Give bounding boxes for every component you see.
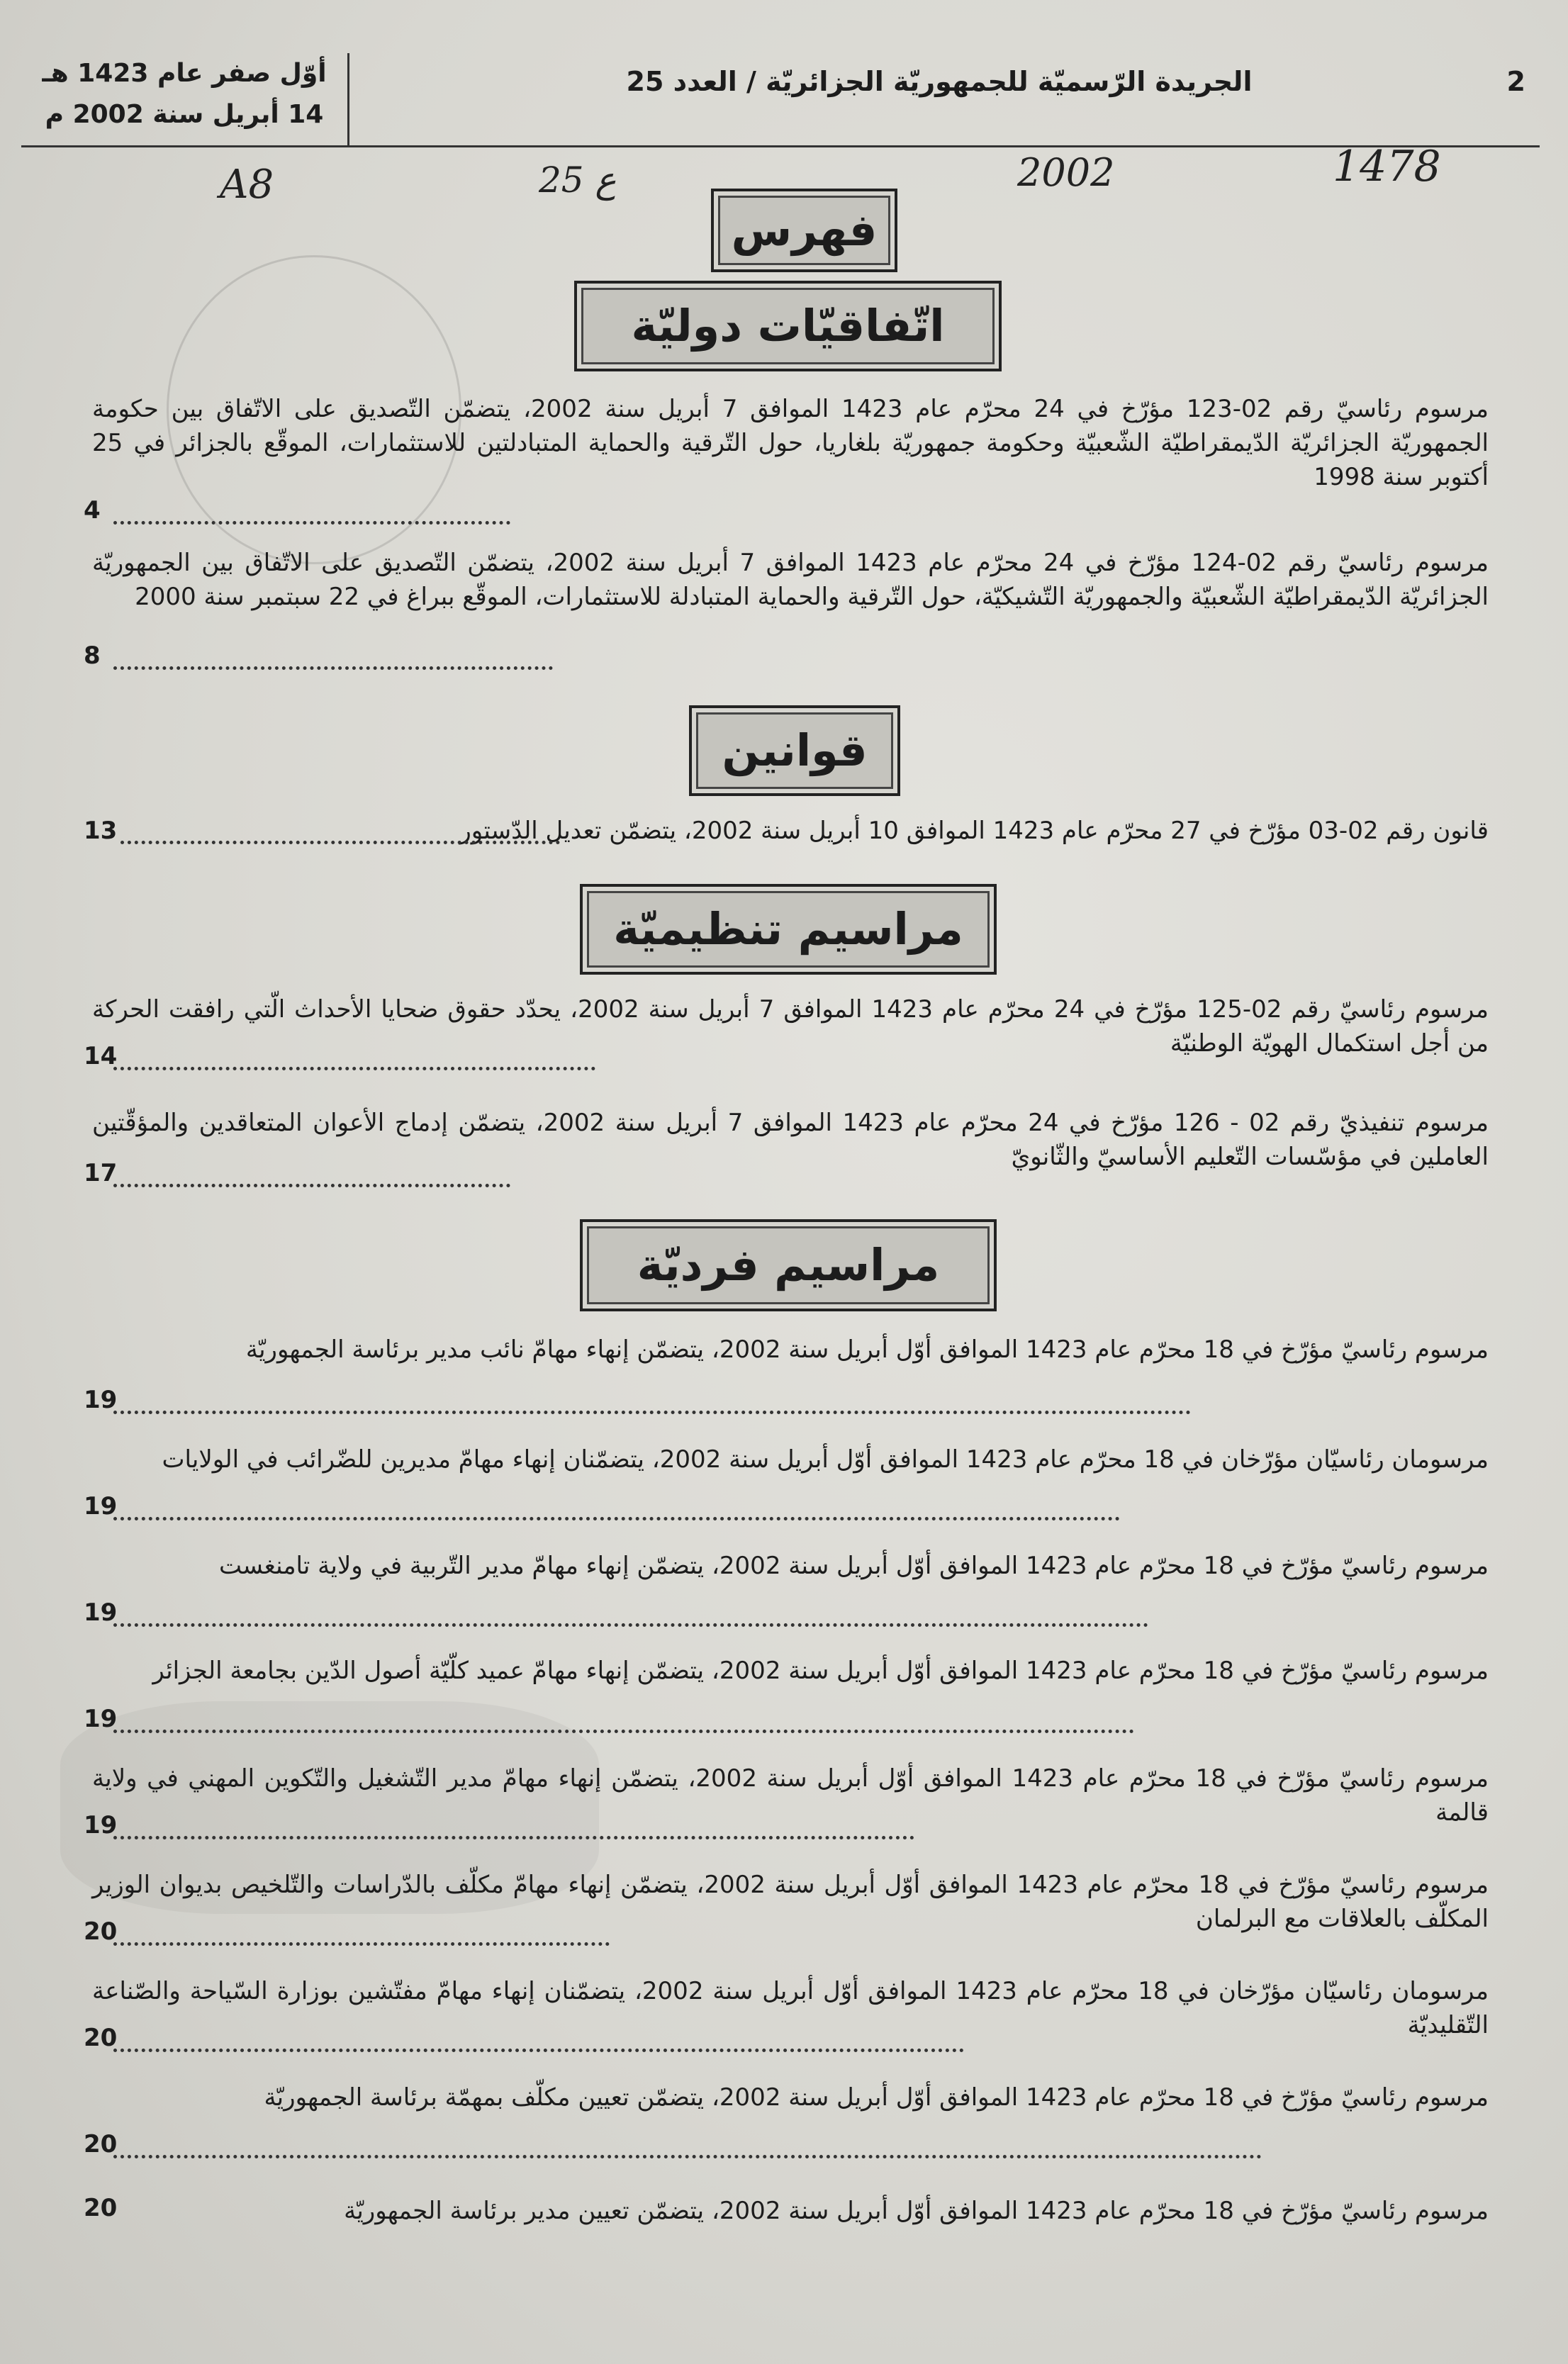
toc-entry[interactable]: مرسوم رئاسيّ مؤرّخ في 18 محرّم عام 1423 الموافق أوّل أبريل سنة 2002، يتضمّن إنهاء مهامّ مدير التّربية في ولاية تامنغست <box>218 1552 1489 1580</box>
section-individual-decrees: مراسيم فرديّة <box>580 1219 997 1311</box>
toc-page-number: 8 <box>84 642 101 670</box>
page-header <box>21 39 1540 147</box>
section-laws: قوانين <box>689 705 900 796</box>
leader-dots <box>113 1623 1148 1627</box>
leader-dots <box>113 1517 1120 1520</box>
leader-dots <box>113 1184 510 1187</box>
toc-page-number: 19 <box>84 1811 118 1839</box>
toc-entry[interactable]: قانون رقم 02-03 مؤرّخ في 27 محرّم عام 1423 الموافق 10 أبريل سنة 2002، يتضمّن تعديل الدّستور <box>459 817 1489 845</box>
toc-entry[interactable]: مرسوم رئاسيّ مؤرّخ في 18 محرّم عام 1423 الموافق أوّل أبريل سنة 2002، يتضمّن تعيين مدير برئاسة الجمهوريّة <box>344 2197 1489 2225</box>
toc-entry[interactable]: مرسومان رئاسيّان مؤرّخان في 18 محرّم عام 1423 الموافق أوّل أبريل سنة 2002، يتضمّنان إنهاء مهامّ مديرين للضّرائب في الولايات <box>162 1445 1489 1474</box>
toc-entry[interactable]: مرسوم رئاسيّ مؤرّخ في 18 محرّم عام 1423 الموافق أوّل أبريل سنة 2002، يتضمّن إنهاء مهامّ مدير التّشغيل والتّكوين المهني في ولاية قالمة <box>92 1764 1489 1827</box>
gregorian-date: 14 أبريل سنة 2002 م <box>45 100 324 129</box>
toc-page-number: 4 <box>84 496 101 525</box>
toc-entry[interactable]: مرسوم رئاسيّ رقم 02-124 مؤرّخ في 24 محرّم عام 1423 الموافق 7 أبريل سنة 2002، يتضمّن التّصديق على الاتّفاق بين الجمهوريّة الجزائريّة الدّيمقراطيّة الشّعبيّة والجمهوريّة التّشيكيّة، حول التّرقية والحماية المتبادلة للاستثمارات، الموقّع ببراغ في 22 سبتمبر سنة 2000 <box>92 549 1489 611</box>
section-index-title: فهرس <box>711 189 897 272</box>
section-international-agreements: اتّفاقيّات دوليّة <box>574 281 1002 371</box>
toc-entry[interactable]: مرسوم رئاسيّ رقم 02-125 مؤرّخ في 24 محرّم عام 1423 الموافق 7 أبريل سنة 2002، يحدّد حقوق ضحايا الأحداث الّتي رافقت الحركة من أجل استكمال الهويّة الوطنيّة <box>92 995 1489 1058</box>
leader-dots <box>113 521 510 525</box>
toc-entry[interactable]: مرسوم تنفيذيّ رقم 02 - 126 مؤرّخ في 24 محرّم عام 1423 الموافق 7 أبريل سنة 2002، يتضمّن إدماج الأعوان المتعاقدين والمؤقّتين العاملين في مؤسّسات التّعليم الأساسيّ والثّانويّ <box>92 1109 1489 1171</box>
leader-dots <box>113 2155 1262 2158</box>
toc-page-number: 20 <box>84 2194 118 2222</box>
toc-entry[interactable]: مرسوم رئاسيّ مؤرّخ في 18 محرّم عام 1423 الموافق أوّل أبريل سنة 2002، يتضمّن إنهاء مهامّ مكلّف بالدّراسات والتّلخيص بديوان الوزير المكلّف بالعلاقات مع البرلمان <box>92 1871 1489 1933</box>
toc-page-number: 19 <box>84 1386 118 1414</box>
leader-dots <box>113 666 553 670</box>
leader-dots <box>113 1411 1191 1414</box>
leader-dots <box>113 1942 610 1946</box>
section-regulatory-decrees: مراسيم تنظيميّة <box>580 884 997 975</box>
toc-page-number: 14 <box>84 1042 118 1070</box>
toc-page-number: 20 <box>84 2130 118 2158</box>
toc-entry[interactable]: مرسومان رئاسيّان مؤرّخان في 18 محرّم عام 1423 الموافق أوّل أبريل سنة 2002، يتضمّنان إنهاء مهامّ مفتّشين بوزارة السّياحة والصّناعة التّقليديّة <box>92 1977 1489 2039</box>
toc-entry[interactable]: مرسوم رئاسيّ رقم 02-123 مؤرّخ في 24 محرّم عام 1423 الموافق 7 أبريل سنة 2002، يتضمّن التّصديق على الاتّفاق بين حكومة الجمهوريّة الجزائريّة الدّيمقراطيّة الشّعبيّة وحكومة جمهوريّة بلغاريا، حول التّرقية والحماية المتبادلتين للاستثمارات، الموقّع بالجزائر في 25 أكتوبر سنة 1998 <box>92 395 1489 491</box>
toc-page-number: 19 <box>84 1492 118 1520</box>
handwritten-note-year: 2002 <box>1017 150 1115 195</box>
hijri-date: أوّل صفر عام 1423 هـ <box>42 59 327 88</box>
toc-page-number: 17 <box>84 1159 118 1187</box>
toc-page-number: 20 <box>84 1917 118 1946</box>
leader-dots <box>113 1730 1134 1733</box>
toc-page-number: 19 <box>84 1598 118 1627</box>
handwritten-note-issue: 25 ع <box>539 159 617 201</box>
toc-entry[interactable]: مرسوم رئاسيّ مؤرّخ في 18 محرّم عام 1423 الموافق أوّل أبريل سنة 2002، يتضمّن تعيين مكلّف بمهمّة برئاسة الجمهوريّة <box>264 2083 1489 2112</box>
header-title: الجريدة الرّسميّة للجمهوريّة الجزائريّة / العدد 25 <box>626 66 1253 97</box>
toc-page-number: 13 <box>84 817 118 845</box>
handwritten-note-number: 1478 <box>1333 142 1441 191</box>
leader-dots <box>121 841 560 844</box>
leader-dots <box>113 1067 595 1070</box>
leader-dots <box>113 1836 914 1839</box>
header-date <box>21 53 349 145</box>
leader-dots <box>113 2049 964 2052</box>
page-number: 2 <box>1506 66 1525 97</box>
handwritten-note-a8: A8 <box>220 162 274 208</box>
toc-entry[interactable]: مرسوم رئاسيّ مؤرّخ في 18 محرّم عام 1423 الموافق أوّل أبريل سنة 2002، يتضمّن إنهاء مهامّ عميد كلّيّة أصول الدّين بجامعة الجزائر <box>152 1657 1489 1685</box>
toc-entry[interactable]: مرسوم رئاسيّ مؤرّخ في 18 محرّم عام 1423 الموافق أوّل أبريل سنة 2002، يتضمّن إنهاء مهامّ نائب مدير برئاسة الجمهوريّة <box>245 1335 1489 1364</box>
toc-page-number: 19 <box>84 1705 118 1733</box>
toc-page-number: 20 <box>84 2024 118 2052</box>
